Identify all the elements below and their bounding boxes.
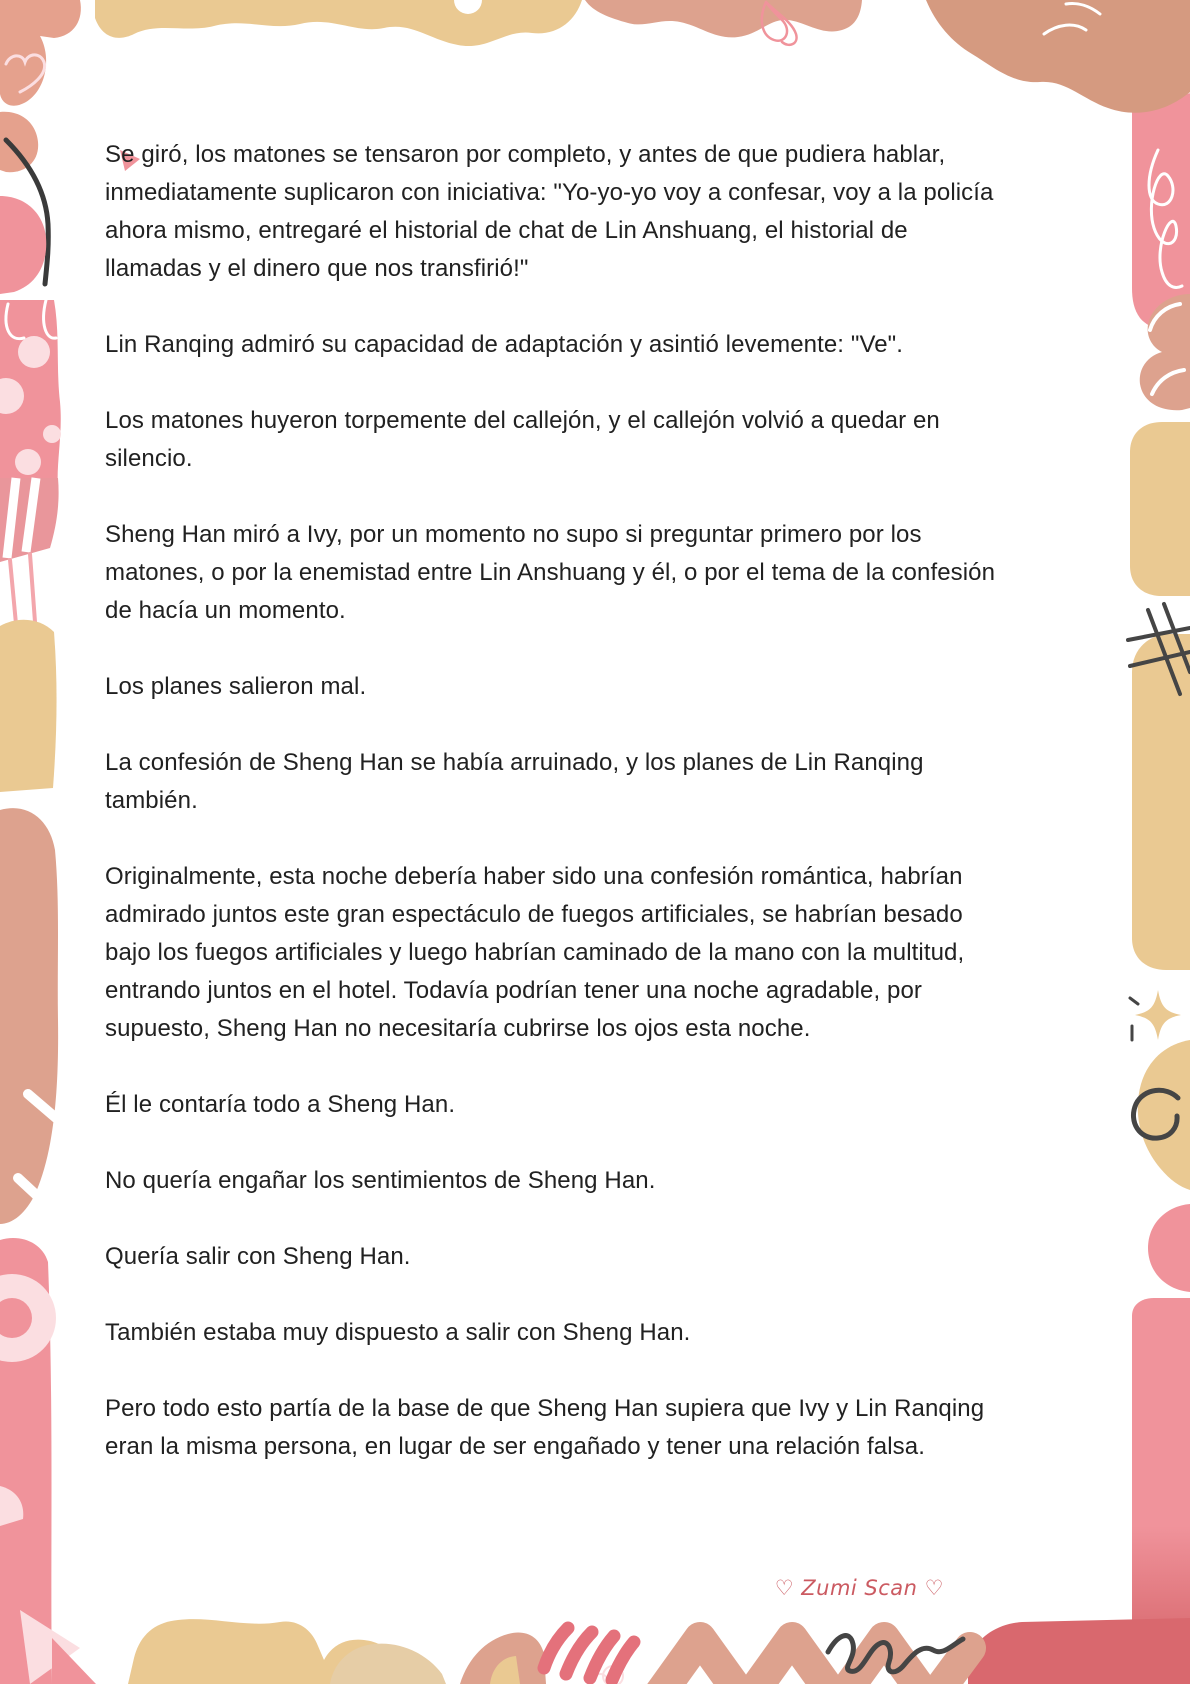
paragraph: Pero todo esto partía de la base de que Sheng Han supiera que Ivy y Lin Ranqing eran la misma persona, en lugar de ser engañado y tener una relación falsa. <box>105 1395 985 1460</box>
deco-right-tan-leaf <box>1138 1040 1190 1190</box>
deco-light-blob-4 <box>43 425 61 443</box>
paragraph: No quería engañar los sentimientos de Sheng Han. <box>105 1167 656 1194</box>
deco-left-tan-column <box>0 620 57 792</box>
scribble-strokes-doodle <box>544 1628 634 1680</box>
paragraph: Se giró, los matones se tensaron por completo, y antes de que pudiera hablar, inmediatamente suplicaron con iniciativa: "Yo-yo-yo voy a confesar, voy a la policía ahora mismo, entregaré el historial de chat de Lin Anshuang, el historial de llamadas y el dinero que nos transfirió!" <box>105 141 994 282</box>
paragraph: Originalmente, esta noche debería haber sido una confesión romántica, habrían admirado juntos este gran espectáculo de fuegos artificiales, se habrían besado bajo los fuegos artificiales y luego habrían caminado de la mano con la multitud, entrando juntos en el hotel. Todavía podrían tener una noche agradable, por supuesto, Sheng Han no necesitaría cubrirse los ojos esta noche. <box>105 863 965 1042</box>
deco-light-blob-3 <box>15 449 41 475</box>
deco-balloon-strings <box>10 554 35 624</box>
deco-topleft-salmon-a <box>0 0 81 106</box>
paragraph: La confesión de Sheng Han se había arruinado, y los planes de Lin Ranqing también. <box>105 749 924 814</box>
paragraph: Los matones huyeron torpemente del callejón, y el callejón volvió a quedar en silencio. <box>105 407 940 472</box>
deco-top-tan-band <box>95 0 582 46</box>
deco-topright-salmon-band <box>926 0 1190 113</box>
zigzag-ribbon <box>654 1638 970 1684</box>
deco-right-pink-blob <box>1148 1204 1190 1292</box>
paragraph: Lin Ranqing admiró su capacidad de adaptación y asintió levemente: "Ve". <box>105 331 904 358</box>
deco-left-pink-blob <box>0 196 46 294</box>
paragraph: Quería salir con Sheng Han. <box>105 1243 411 1270</box>
deco-light-blob-1 <box>18 336 50 368</box>
page-text <box>105 136 997 1504</box>
paragraph: Sheng Han miró a Ivy, por un momento no supo si preguntar primero por los matones, o por la enemistad entre Lin Anshuang y él, o por el tema de la confesión de hacía un momento. <box>105 521 996 624</box>
deco-right-tan-block-1 <box>1130 422 1190 596</box>
paragraph: Él le contaría todo a Sheng Han. <box>105 1091 456 1118</box>
sparkle-icon <box>1135 990 1181 1040</box>
paragraph: También estaba muy dispuesto a salir con Sheng Han. <box>105 1319 691 1346</box>
deco-top-rose-wave <box>585 0 862 37</box>
scan-group-watermark: ♡ Zumi Scan ♡ <box>774 1576 944 1600</box>
paragraph: Los planes salieron mal. <box>105 673 367 700</box>
tick-marks-doodle <box>1130 998 1138 1040</box>
deco-left-rose-blob <box>0 808 58 1224</box>
deco-right-pink-column-bottom <box>1132 1298 1190 1624</box>
deco-right-tan-block-2 <box>1132 634 1190 970</box>
deco-bottomright-red-block <box>968 1618 1190 1684</box>
